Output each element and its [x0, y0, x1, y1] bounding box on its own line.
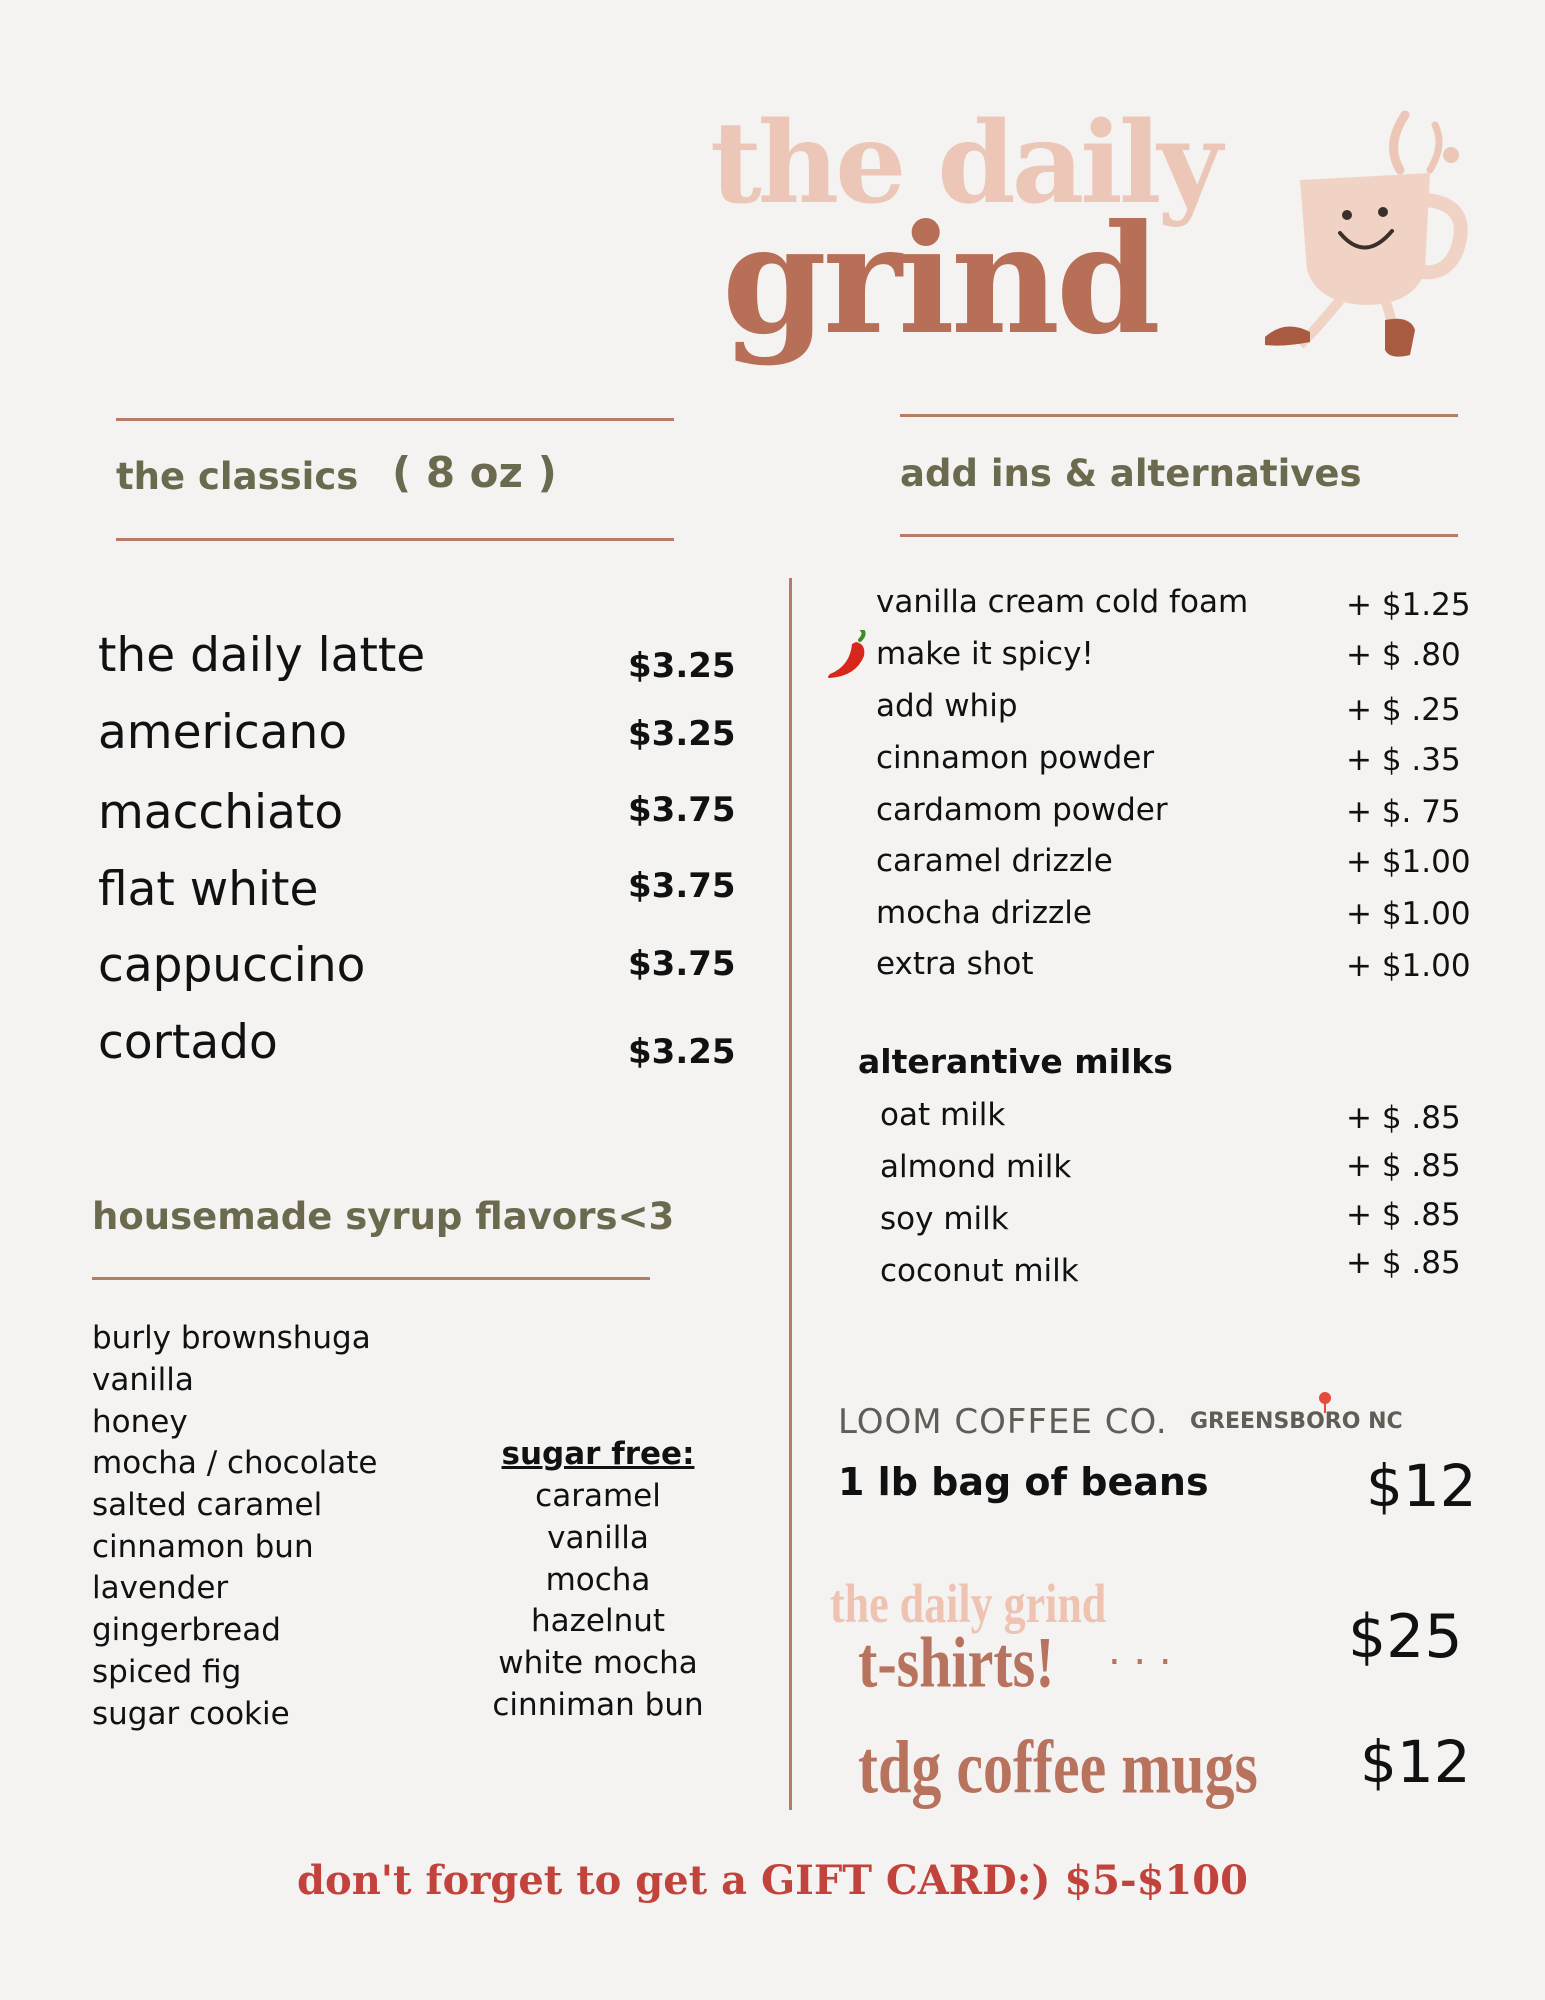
beans-brand: LOOM COFFEE CO. [838, 1402, 1168, 1442]
addin-item-price: + $1.00 [1346, 896, 1471, 932]
syrup-item: salted caramel [92, 1487, 323, 1523]
milk-item-name: coconut milk [880, 1253, 1079, 1289]
milk-item-price: + $ .85 [1346, 1100, 1461, 1136]
syrup-item: burly brownshuga [92, 1320, 371, 1356]
milk-item-name: almond milk [880, 1149, 1072, 1185]
classic-item-price: $3.75 [628, 866, 736, 906]
syrup-item: lavender [92, 1570, 229, 1606]
syrup-item: honey [92, 1404, 188, 1440]
milk-item-name: oat milk [880, 1097, 1006, 1133]
addin-item-name: cinnamon powder [876, 740, 1155, 776]
addin-item-name: caramel drizzle [876, 843, 1113, 879]
tshirts-title: t-shirts! [858, 1621, 1055, 1703]
milk-item-price: + $ .85 [1346, 1148, 1461, 1184]
milk-item-price: + $ .85 [1346, 1197, 1461, 1233]
addin-item-name: mocha drizzle [876, 895, 1092, 931]
classics-bottom-rule [116, 538, 674, 541]
addin-item-price: + $1.00 [1346, 844, 1471, 880]
gift-card-footer: don't forget to get a GIFT CARD:) $5-$100 [297, 1857, 1248, 1904]
logo-the-daily: the daily [710, 98, 1219, 229]
syrup-item: sugar cookie [92, 1696, 290, 1732]
milks-heading: alterantive milks [858, 1042, 1173, 1081]
classic-item-name: flat white [98, 862, 319, 917]
beans-price: $12 [1366, 1452, 1477, 1520]
center-divider [789, 578, 792, 1810]
classic-item-price: $3.25 [628, 646, 736, 686]
addin-item-price: + $ .35 [1346, 742, 1461, 778]
addins-top-rule [900, 414, 1458, 417]
tshirts-subtitle: the daily grind [830, 1573, 1107, 1635]
logo-grind: grind [722, 192, 1157, 368]
classic-item-name: macchiato [98, 785, 344, 840]
classic-item-price: $3.25 [628, 714, 736, 754]
beans-location: GREENSBORO NC [1190, 1409, 1403, 1434]
classic-item-name: cappuccino [98, 938, 366, 993]
syrup-item: spiced fig [92, 1654, 242, 1690]
addin-item-name: add whip [876, 688, 1018, 724]
syrups-heading: housemade syrup flavors<3 [92, 1195, 675, 1238]
mugs-price: $12 [1360, 1728, 1471, 1796]
milk-item-price: + $ .85 [1346, 1245, 1461, 1281]
syrups-rule [92, 1277, 650, 1280]
classics-top-rule [116, 418, 674, 421]
syrup-item: gingerbread [92, 1612, 281, 1648]
classic-item-name: the daily latte [98, 628, 426, 683]
addins-heading: add ins & alternatives [900, 452, 1362, 495]
classic-item-name: cortado [98, 1015, 278, 1070]
addin-item-price: + $1.00 [1346, 948, 1471, 984]
smiling-coffee-cup-mascot-icon [1255, 105, 1480, 365]
map-pin-icon [1318, 1391, 1332, 1413]
addins-bottom-rule [900, 534, 1458, 537]
addin-item-price: + $ .80 [1346, 637, 1461, 673]
tshirts-price: $25 [1348, 1602, 1463, 1672]
mugs-title: tdg coffee mugs [858, 1726, 1258, 1809]
syrup-item: cinnamon bun [92, 1529, 314, 1565]
classic-item-price: $3.25 [628, 1032, 736, 1072]
addin-item-price: + $. 75 [1346, 794, 1461, 830]
addin-item-name: extra shot [876, 946, 1034, 982]
classic-item-price: $3.75 [628, 944, 736, 984]
addin-item-price: + $ .25 [1346, 692, 1461, 728]
classic-item-name: americano [98, 705, 348, 760]
addin-item-name: make it spicy! [876, 636, 1094, 672]
syrup-item: mocha / chocolate [92, 1445, 378, 1481]
addin-item-name: vanilla cream cold foam [876, 584, 1249, 620]
tshirts-dots: . . . [1108, 1628, 1172, 1674]
classics-size: ( 8 oz ) [392, 448, 557, 497]
addin-item-name: cardamom powder [876, 792, 1168, 828]
milk-item-name: soy milk [880, 1201, 1009, 1237]
classics-heading: the classics [116, 455, 359, 498]
addin-item-price: + $1.25 [1346, 587, 1471, 623]
classic-item-price: $3.75 [628, 790, 736, 830]
chili-pepper-icon [826, 630, 868, 680]
syrup-item: vanilla [92, 1362, 194, 1398]
beans-item: 1 lb bag of beans [838, 1460, 1209, 1504]
